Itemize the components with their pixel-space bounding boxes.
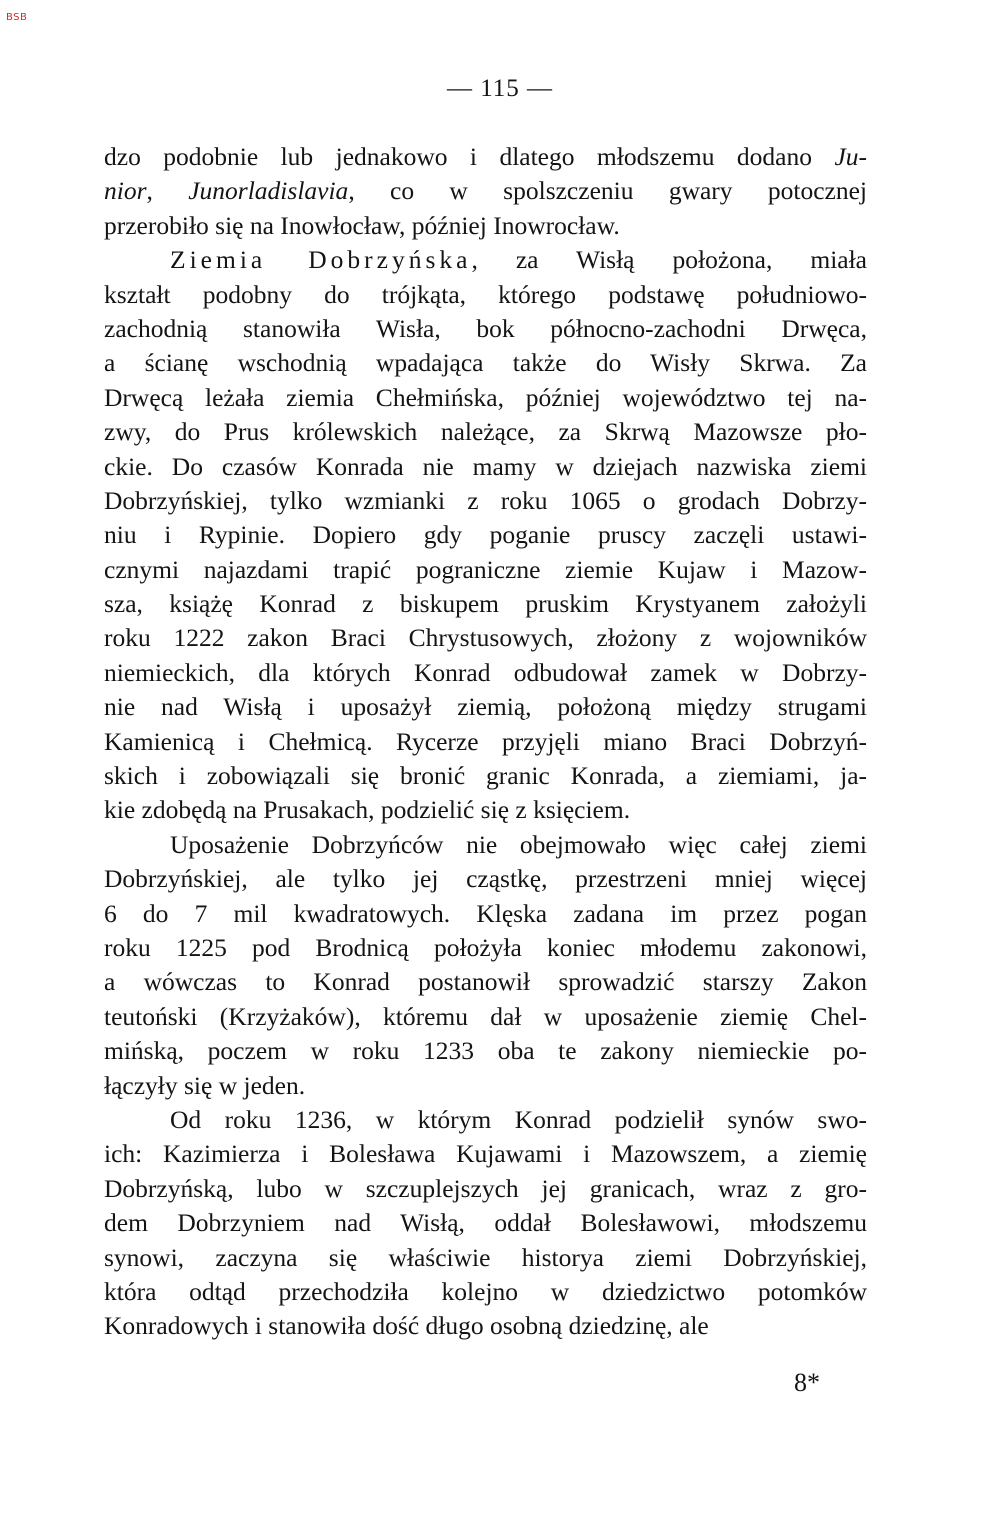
text-run: Drwęcą leżała ziemia Chełmińska, później województwo tej na- bbox=[104, 382, 867, 412]
text-run: 6 do 7 mil kwadratowych. Klęska zadana im przez pogan bbox=[104, 898, 867, 928]
text-line bbox=[104, 725, 867, 759]
text-run: zachodnią stanowiła Wisła, bok północno-zachodni Drwęca, bbox=[104, 313, 867, 343]
text-line bbox=[104, 1275, 867, 1309]
text-line bbox=[104, 793, 867, 827]
text-run: dzo podobnie lub jednakowo i dlatego młodszemu dodano bbox=[104, 142, 835, 171]
text-line bbox=[104, 621, 867, 655]
text-run: Uposażenie Dobrzyńców nie obejmowało więc całej ziemi bbox=[170, 829, 867, 859]
library-stamp: BSB bbox=[6, 12, 28, 23]
text-run: dem Dobrzyniem nad Wisłą, oddał Bolesławowi, młodszemu bbox=[104, 1208, 867, 1238]
text-run: ich: Kazimierza i Bolesława Kujawami i Mazowszem, a ziemię bbox=[104, 1139, 867, 1169]
italic-text-run: Junorladislavia bbox=[188, 176, 349, 206]
text-run: teutoński (Krzyżaków), któremu dał w uposażenie ziemię Chel- bbox=[104, 1001, 867, 1031]
text-run: synowi, zaczyna się właściwie historya ziemi Dobrzyńskiej, bbox=[104, 1242, 867, 1272]
text-line bbox=[104, 484, 867, 518]
text-run: sza, książę Konrad z biskupem pruskim Krystyanem założyli bbox=[104, 589, 867, 619]
text-line bbox=[104, 209, 867, 243]
text-run: Dobrzyńską, lubo w szczuplejszych jej granicach, wraz z gro- bbox=[104, 1173, 867, 1203]
text-run: Od roku 1236, w którym Konrad podzielił synów swo- bbox=[170, 1104, 867, 1134]
text-run: zwy, do Prus królewskich należące, za Skrwą Mazowsze pło- bbox=[104, 417, 867, 447]
text-run: roku 1225 pod Brodnicą położyła koniec młodemu zakonowi, bbox=[104, 932, 867, 962]
signature-mark: 8* bbox=[794, 1368, 820, 1397]
text-run: a wówczas to Konrad postanowił sprowadzić starszy Zakon bbox=[104, 967, 867, 997]
text-line bbox=[104, 1137, 867, 1171]
text-run: Konradowych i stanowiła dość długo osobną dziedzinę, ale bbox=[104, 1311, 709, 1341]
text-line bbox=[104, 174, 867, 208]
text-line bbox=[104, 381, 867, 415]
text-run: , co w spolszczeniu gwary potocznej bbox=[348, 176, 868, 206]
text-line bbox=[104, 1172, 867, 1206]
text-line bbox=[104, 1103, 867, 1137]
italic-text-run: nior bbox=[104, 176, 147, 206]
text-line bbox=[104, 1206, 867, 1240]
text-run: ckie. Do czasów Konrada nie mamy w dziejach nazwiska ziemi bbox=[104, 451, 867, 481]
text-run: łączyły się w jeden. bbox=[104, 1070, 306, 1100]
text-line bbox=[104, 450, 867, 484]
text-run: roku 1222 zakon Braci Chrystusowych, złożony z wojowników bbox=[104, 623, 867, 653]
text-line bbox=[104, 415, 867, 449]
text-line bbox=[104, 1000, 867, 1034]
text-line bbox=[104, 1034, 867, 1068]
text-line bbox=[104, 1241, 867, 1275]
text-run: kształt podobny do trójkąta, którego podstawę południowo- bbox=[104, 279, 867, 309]
text-line bbox=[104, 759, 867, 793]
text-line bbox=[104, 346, 867, 380]
text-run: a ścianę wschodnią wpadająca także do Wisły Skrwa. Za bbox=[104, 348, 867, 378]
text-line bbox=[104, 587, 867, 621]
text-run: skich i zobowiązali się bronić granic Konrada, a ziemiami, ja- bbox=[104, 761, 867, 791]
text-run: kie zdobędą na Prusakach, podzielić się z księciem. bbox=[104, 795, 631, 825]
text-line bbox=[104, 828, 867, 862]
body-text bbox=[104, 140, 867, 1344]
text-run: , bbox=[146, 176, 189, 206]
text-run: Dobrzyńskiej, tylko wzmianki z roku 1065 o grodach Dobrzy- bbox=[104, 485, 867, 515]
text-run: cznymi najazdami trapić pograniczne ziemie Kujaw i Mazow- bbox=[104, 554, 867, 584]
text-line bbox=[104, 140, 867, 174]
spaced-text-run: Ziemia Dobrzyńska bbox=[170, 245, 472, 275]
text-run: mińską, poczem w roku 1233 oba te zakony niemieckie po- bbox=[104, 1036, 867, 1066]
text-line bbox=[104, 931, 867, 965]
text-line bbox=[104, 278, 867, 312]
text-run: która odtąd przechodziła kolejno w dziedzictwo potomków bbox=[104, 1276, 867, 1306]
text-line bbox=[104, 518, 867, 552]
text-run: Kamienicą i Chełmicą. Rycerze przyjęli miano Braci Dobrzyń- bbox=[104, 726, 867, 756]
text-run: Dobrzyńskiej, ale tylko jej cząstkę, przestrzeni mniej więcej bbox=[104, 864, 867, 894]
text-line bbox=[104, 965, 867, 999]
text-line bbox=[104, 243, 867, 277]
text-line bbox=[104, 897, 867, 931]
text-run: nie nad Wisłą i uposażył ziemią, położoną między strugami bbox=[104, 692, 867, 722]
page-number-header: — 115 — bbox=[446, 75, 554, 102]
text-run: niu i Rypinie. Dopiero gdy poganie pruscy zaczęli ustawi- bbox=[104, 520, 867, 550]
text-line bbox=[104, 1069, 867, 1103]
text-line bbox=[104, 553, 867, 587]
text-line bbox=[104, 690, 867, 724]
text-line bbox=[104, 656, 867, 690]
text-line bbox=[104, 312, 867, 346]
text-line bbox=[104, 1309, 867, 1343]
text-run: , za Wisłą położona, miała bbox=[471, 245, 867, 275]
text-run: niemieckich, dla których Konrad odbudował zamek w Dobrzy- bbox=[104, 657, 867, 687]
text-line bbox=[104, 862, 867, 896]
text-run: przerobiło się na Inowłocław, później Inowrocław. bbox=[104, 210, 620, 240]
italic-text-run: Ju- bbox=[834, 142, 867, 171]
